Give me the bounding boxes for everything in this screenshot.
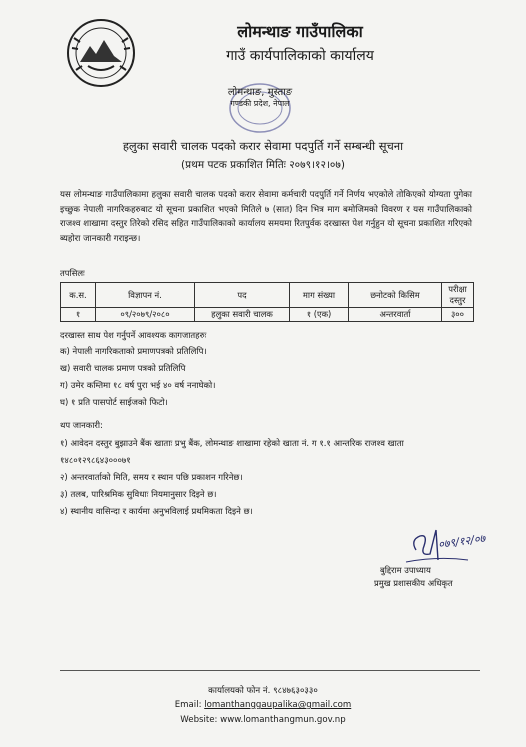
extra-info-list <box>60 438 404 523</box>
list-item: क) नेपाली नागरिकताको प्रमाणपत्रको प्रतिलिपि। <box>60 347 207 357</box>
column-header: छनोटको किसिम <box>349 283 442 308</box>
table-cell: १ (एक) <box>290 308 349 322</box>
documents-heading: दरखास्त साथ पेश गर्नुपर्ने आवश्यक कागजातहरुः <box>60 330 207 340</box>
municipality-name: लोमन्थाङ गाउँपालिका <box>237 22 363 41</box>
list-item: १४८०१२९८६४३०००७१ <box>60 456 131 466</box>
office-location: लोमन्थाङ, मुस्ताङ <box>227 87 293 98</box>
notice-title: हलुका सवारी चालक पदको करार सेवामा पदपुर्ति गर्ने सम्बन्धी सूचना <box>122 139 404 153</box>
footer-phone: कार्यालयको फोन नं. ९८४७६३०३३० <box>208 686 318 696</box>
signatory-title: प्रमुख प्रशासकीय अधिकृत <box>374 578 453 588</box>
table-cell: १ <box>61 308 96 322</box>
handwritten-date: ०७९/१२/०७ <box>437 531 487 552</box>
list-item: ३) तलब, पारिश्रमिक सुविधाः नियमानुसार दिइने छ। <box>60 490 217 500</box>
details-table <box>60 282 474 322</box>
column-header: माग संख्या <box>290 283 349 308</box>
extra-info-heading: थप जानकारी: <box>60 420 103 430</box>
list-item: २) अन्तरवार्ताको मिति, समय र स्थान पछि प्रकाशन गरिनेछ। <box>60 473 243 483</box>
table-header-row <box>61 283 474 308</box>
details-label: तपसिलः <box>60 268 85 278</box>
column-header: क.स. <box>61 283 96 308</box>
table-cell: ०९/२०७९/२०८० <box>96 308 195 322</box>
list-item: ग) उमेर कम्तिमा १८ वर्ष पुरा भई ४० वर्ष ननाघेको। <box>60 381 216 391</box>
municipality-emblem <box>66 18 136 88</box>
list-item: ४) स्थानीय वासिन्दा र कार्यमा अनुभविलाई प्रथमिकता दिइने छ। <box>60 507 253 517</box>
list-item: ख) सवारी चालक प्रमाण पत्रको प्रतिलिपि <box>60 364 186 374</box>
list-item: घ) १ प्रति पासपोर्ट साईजको फिटो। <box>60 398 168 408</box>
footer-website[interactable]: Website: www.lomanthangmun.gov.np <box>180 715 346 725</box>
notice-subtitle: (प्रथम पटक प्रकाशित मितिः २०७९।१२।०७) <box>181 159 345 171</box>
column-header: परीक्षा दस्तुर <box>442 283 474 308</box>
email-link[interactable]: lomanthanggaupalika@gmail.com <box>204 700 352 710</box>
column-header: पद <box>195 283 290 308</box>
office-name: गाउँ कार्यपालिकाको कार्यालय <box>226 48 374 64</box>
signatory-name: बुद्दिराम उपाध्याय <box>380 565 431 575</box>
footer-divider <box>60 670 480 671</box>
notice-body: यस लोमन्थाङ गाउँपालिकामा हलुका सवारी चालक पदको करार सेवामा कर्मचारी पदपुर्ति गर्ने निर्णय भएकोले तोकिएको योग्यता पुगेका इच्छुक नेपाली नागरिकहरुबाट यो सूचना प्रकाशित भएको मितिले ७ (सात) दिन भित्र माग बमोजिमको विवरण र यस गाउँपालिकाको राजश्व शाखामा दस्तुर तिरेको रसिद सहित गाउँपालिकाको कार्यालय समयमा रितपुर्वक दरखास्त पेश गर्नुहुन यो सूचना प्रकाशित गरिएको ब्यहोरा जानकारी गराइन्छ। <box>60 190 472 244</box>
footer-email <box>0 700 526 710</box>
province-name: गण्डकी प्रदेश, नेपाल <box>230 99 290 108</box>
column-header: विज्ञापन नं. <box>96 283 195 308</box>
table-cell: हलुका सवारी चालक <box>195 308 290 322</box>
table-cell: ३०० <box>442 308 474 322</box>
table-row <box>61 308 474 322</box>
list-item: १) आवेदन दस्तुर बुझाउने बैंक खाताः प्रभु बैंक, लोमन्थाङ शाखामा रहेको खाता नं. ग १.१ आन्तरिक राजश्व खाता <box>60 439 404 449</box>
email-label: Email: <box>174 700 202 710</box>
documents-list <box>60 346 215 414</box>
table-cell: अन्तरवार्ता <box>349 308 442 322</box>
